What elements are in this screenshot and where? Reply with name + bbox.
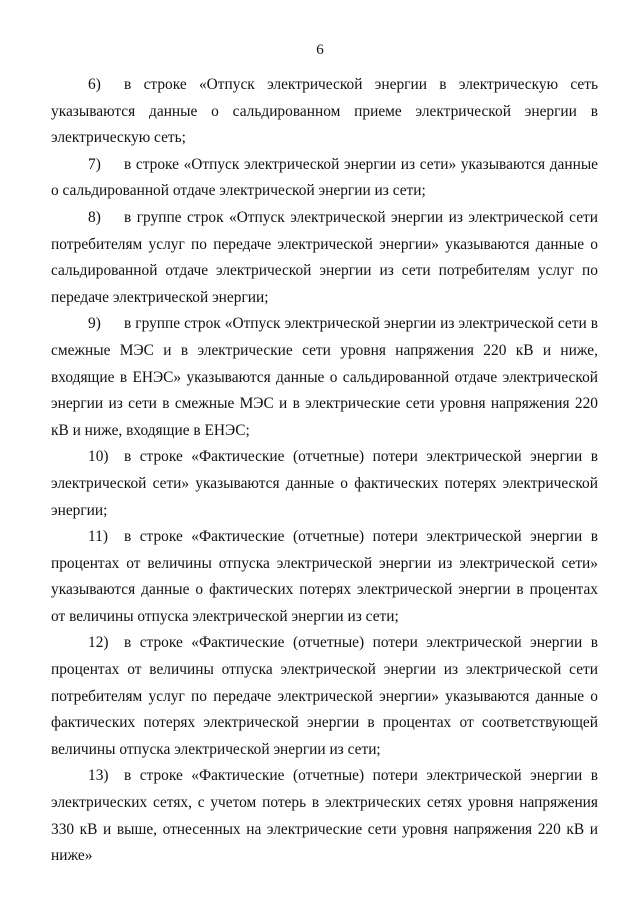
item-number: 9) <box>88 315 101 333</box>
item-number: 11) <box>88 528 108 546</box>
item-number: 7) <box>88 155 101 173</box>
item-number: 10) <box>88 448 109 466</box>
list-item <box>51 630 598 763</box>
item-number: 12) <box>88 634 109 652</box>
item-text: в группе строк «Отпуск электрической энергии из электрической сети потребителям услуг по передаче электрической энергии» указываются данные о сальдированной отдаче электрической энергии из сети потребителям услуг по передаче электрической энергии; <box>51 208 598 306</box>
item-number: 13) <box>88 767 109 785</box>
item-text: в строке «Фактические (отчетные) потери электрической энергии в процентах от величины отпуска электрической энергии из электрической сети» указываются данные о фактических потерях электрической энергии в процентах от величины отпуска электрической энергии из сети; <box>51 528 598 625</box>
list-item <box>51 444 598 524</box>
list-item <box>51 152 598 205</box>
item-text: в группе строк «Отпуск электрической энергии из электрической сети в смежные МЭС и в электрические сети уровня напряжения 220 кВ и ниже, входящие в ЕНЭС» указываются данные о сальдированной отдаче электрической энергии из сети в смежные МЭС и в электрические сети уровня напряжения 220 кВ и ниже, входящие в ЕНЭС; <box>51 315 598 439</box>
document-body <box>51 72 598 870</box>
page-number: 6 <box>316 42 324 58</box>
item-text: в строке «Фактические (отчетные) потери электрической энергии в электрических сетях, с учетом потерь в электрических сетях уровня напряжения 330 кВ и выше, отнесенных на электрические сети уровня напряжения 220 кВ и ниже» <box>51 767 598 865</box>
item-number: 6) <box>88 76 101 93</box>
list-item <box>51 205 598 311</box>
item-text: в строке «Отпуск электрической энергии из сети» указываются данные о сальдированной отдаче электрической энергии из сети; <box>51 155 598 200</box>
list-item <box>51 72 598 152</box>
item-number: 8) <box>88 208 101 226</box>
list-item <box>51 763 598 869</box>
list-item <box>51 524 598 630</box>
item-text: в строке «Фактические (отчетные) потери электрической энергии в процентах от величины отпуска электрической энергии из электрической сети потребителям услуг по передаче электрической энергии» указываются данные о фактических потерях электрической энергии в процентах от соответствующей величины отпуска электрической энергии из сети; <box>51 634 598 758</box>
item-text: в строке «Фактические (отчетные) потери электрической энергии в электрической сети» указываются данные о фактических потерях электрической энергии; <box>51 448 598 519</box>
list-item <box>51 311 598 444</box>
item-text: в строке «Отпуск электрической энергии в электрическую сеть указываются данные о сальдированном приеме электрической энергии в электрическую сеть; <box>51 76 598 147</box>
